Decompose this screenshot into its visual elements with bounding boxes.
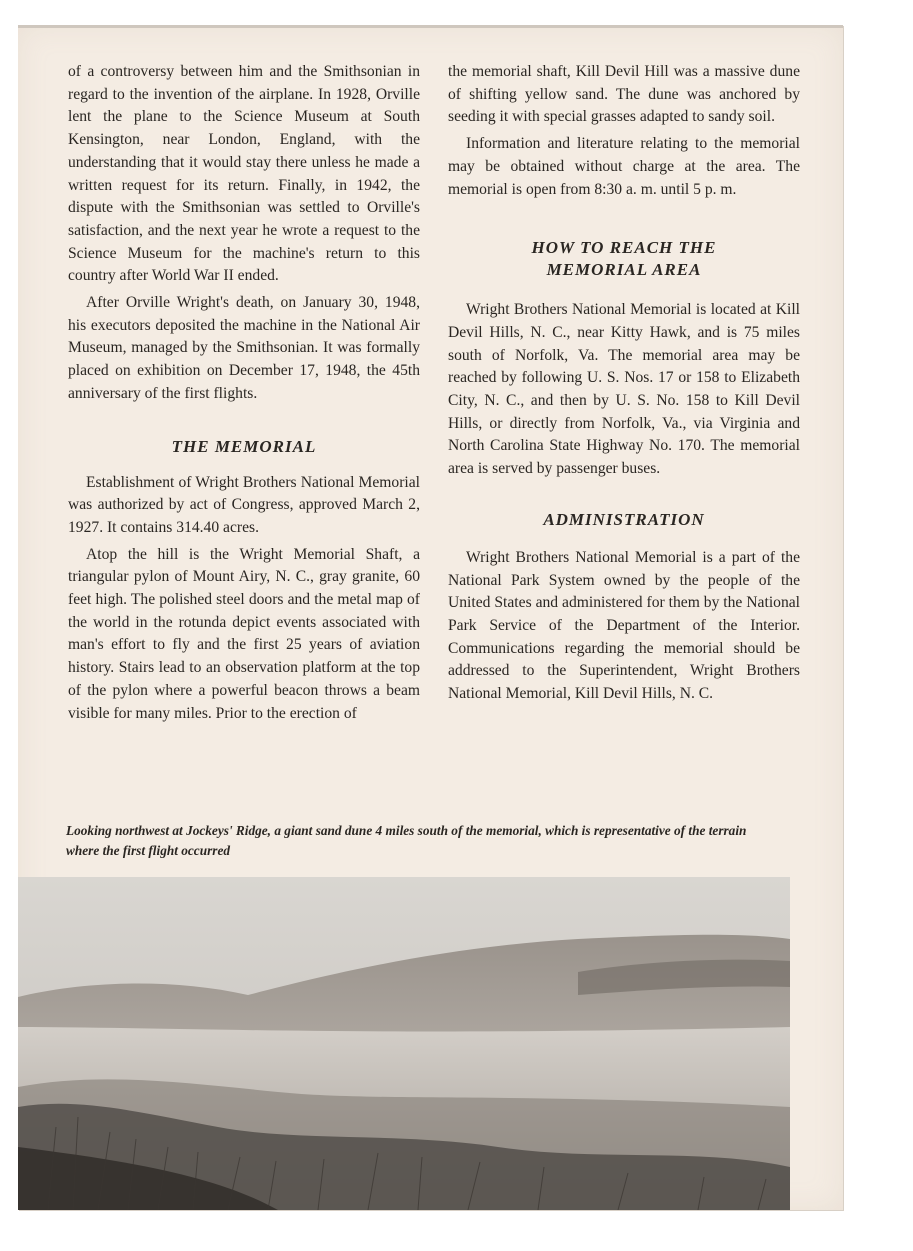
dune-photograph [18,877,790,1210]
heading-line: HOW TO REACH THE [531,238,717,258]
paragraph: the memorial shaft, Kill Devil Hill was a massive dune of shifting yellow sand. The dune was anchored by seeding it with special grasses adapted to sandy soil. [448,63,800,126]
paragraph: Establishment of Wright Brothers National Memorial was authorized by act of Congress, approved March 2, 1927. It contains 314.40 acres. [68,473,420,536]
section-heading-reach [448,237,800,281]
photo-caption: Looking northwest at Jockeys' Ridge, a giant sand dune 4 miles south of the memorial, which is representative of the terrain where the first flight occurred [66,823,747,858]
paragraph: of a controversy between him and the Smithsonian in regard to the invention of the airplane. In 1928, Orville lent the plane to the Science Museum at South Kensington, near London, England, with the understanding that it would stay there unless he made a written request for its return. Finally, in 1942, the dispute with the Smithsonian was settled to Orville's satisfaction, and the next year he wrote a request to the Science Museum for the machine's return to this country after World War II ended. [68,63,420,285]
heading-line: MEMORIAL AREA [546,260,702,280]
left-column [68,61,420,725]
section-heading-administration: ADMINISTRATION [543,509,705,529]
right-column [448,61,800,706]
section-heading-memorial: THE MEMORIAL [171,436,317,456]
document-page [18,25,843,1210]
paragraph: After Orville Wright's death, on January 30, 1948, his executors deposited the machine in the National Air Museum, managed by the Smithsonian. It was formally placed on exhibition on December 17, 1948, the 45th anniversary of the first flights. [68,294,420,402]
paragraph: Wright Brothers National Memorial is located at Kill Devil Hills, N. C., near Kitty Hawk, and is 75 miles south of Norfolk, Va. The memorial area may be reached by following U. S. Nos. 17 or 158 to Elizabeth City, N. C., and then by U. S. No. 158 to Kill Devil Hills, or directly from Norfolk, Va., via Virginia and North Carolina State Highway No. 170. The memorial area is served by passenger buses. [448,301,800,478]
paragraph: Information and literature relating to the memorial may be obtained without charge at the area. The memorial is open from 8:30 a. m. until 5 p. m. [448,135,800,198]
paragraph: Atop the hill is the Wright Memorial Shaft, a triangular pylon of Mount Airy, N. C., gray granite, 60 feet high. The polished steel doors and the metal map of the world in the rotunda depict events associated with man's effort to fly and the first 25 years of aviation history. Stairs lead to an observation platform at the top of the pylon where a powerful beacon throws a beam visible for many miles. Prior to the erection of [68,545,420,722]
paragraph: Wright Brothers National Memorial is a part of the National Park System owned by the people of the United States and administered for them by the National Park Service of the Department of the Interior. Communications regarding the memorial should be addressed to the Superintendent, Wright Brothers National Memorial, Kill Devil Hills, N. C. [448,548,800,703]
dune-landscape-image [18,877,790,1210]
